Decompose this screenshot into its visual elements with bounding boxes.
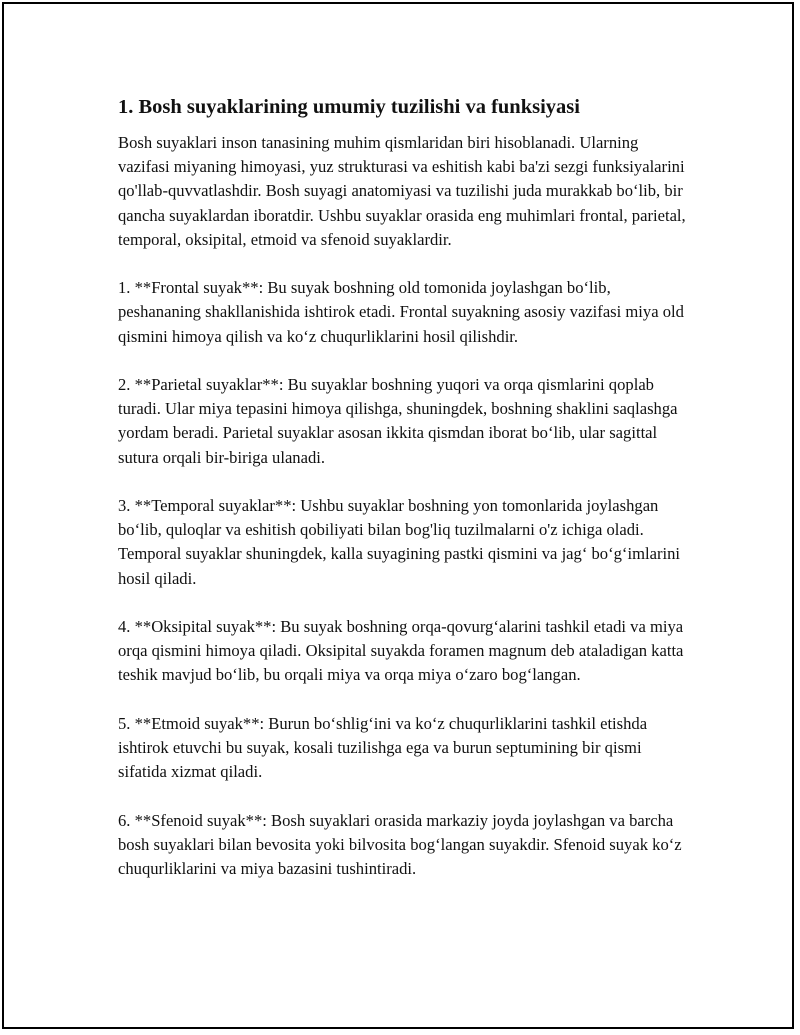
document-body xyxy=(118,95,688,881)
ethmoid-bone-paragraph: 5. **Etmoid suyak**: Burun bo‘shlig‘ini va ko‘z chuqurliklarini tashkil etishda ishtirok etuvchi bu suyak, kosali tuzilishga ega va burun septumining bir qismi sifatida xizmat qiladi. xyxy=(118,713,648,782)
temporal-bones-paragraph: 3. **Temporal suyaklar**: Ushbu suyaklar boshning yon tomonlarida joylashgan bo‘lib, quloqlar va eshitish qobiliyati bilan bog'liq tuzilmalarni o'z ichiga oladi. Temporal suyaklar shuningdek, kalla suyagining pastki qismini va jag‘ bo‘g‘imlarini hosil qiladi. xyxy=(118,496,680,588)
sphenoid-bone-paragraph: 6. **Sfenoid suyak**: Bosh suyaklari orasida markaziy joyda joylashgan va barcha bosh suyaklari bilan bevosita yoki bilvosita bog‘langan suyakdir. Sfenoid suyak ko‘z chuqurliklarini va miya bazasini tushintiradi. xyxy=(118,810,682,878)
intro-paragraph: Bosh suyaklari inson tanasining muhim qismlaridan biri hisoblanadi. Ularning vazifasi miyaning himoyasi, yuz strukturasi va eshitish kabi ba'zi sezgi funksiyalarini qo'llab-quvvatlashdir. Bosh suyagi anatomiyasi va tuzilishi juda murakkab bo‘lib, bir qancha suyaklardan iboratdir. Ushbu suyaklar orasida eng muhimlari frontal, parietal, temporal, oksipital, etmoid va sfenoid suyaklardir. xyxy=(118,133,686,249)
section-heading: 1. Bosh suyaklarining umumiy tuzilishi va funksiyasi xyxy=(118,96,580,118)
occipital-bone-paragraph: 4. **Oksipital suyak**: Bu suyak boshning orqa-qovurg‘alarini tashkil etadi va miya orqa qismini himoya qiladi. Oksipital suyakda foramen magnum deb ataladigan katta teshik mavjud bo‘lib, bu orqali miya va orqa miya o‘zaro bog‘langan. xyxy=(118,617,684,685)
frontal-bone-paragraph: 1. **Frontal suyak**: Bu suyak boshning old tomonida joylashgan bo‘lib, peshananing shakllanishida ishtirok etadi. Frontal suyakning asosiy vazifasi miya old qismini himoya qilish va ko‘z chuqurliklarini hosil qilishdir. xyxy=(118,278,684,346)
parietal-bones-paragraph: 2. **Parietal suyaklar**: Bu suyaklar boshning yuqori va orqa qismlarini qoplab turadi. Ular miya tepasini himoya qilishga, shuningdek, boshning shaklini saqlashga yordam beradi. Parietal suyaklar asosan ikkita qismdan iborat bo‘lib, ular sagittal sutura orqali bir-biriga ulanadi. xyxy=(118,375,678,467)
